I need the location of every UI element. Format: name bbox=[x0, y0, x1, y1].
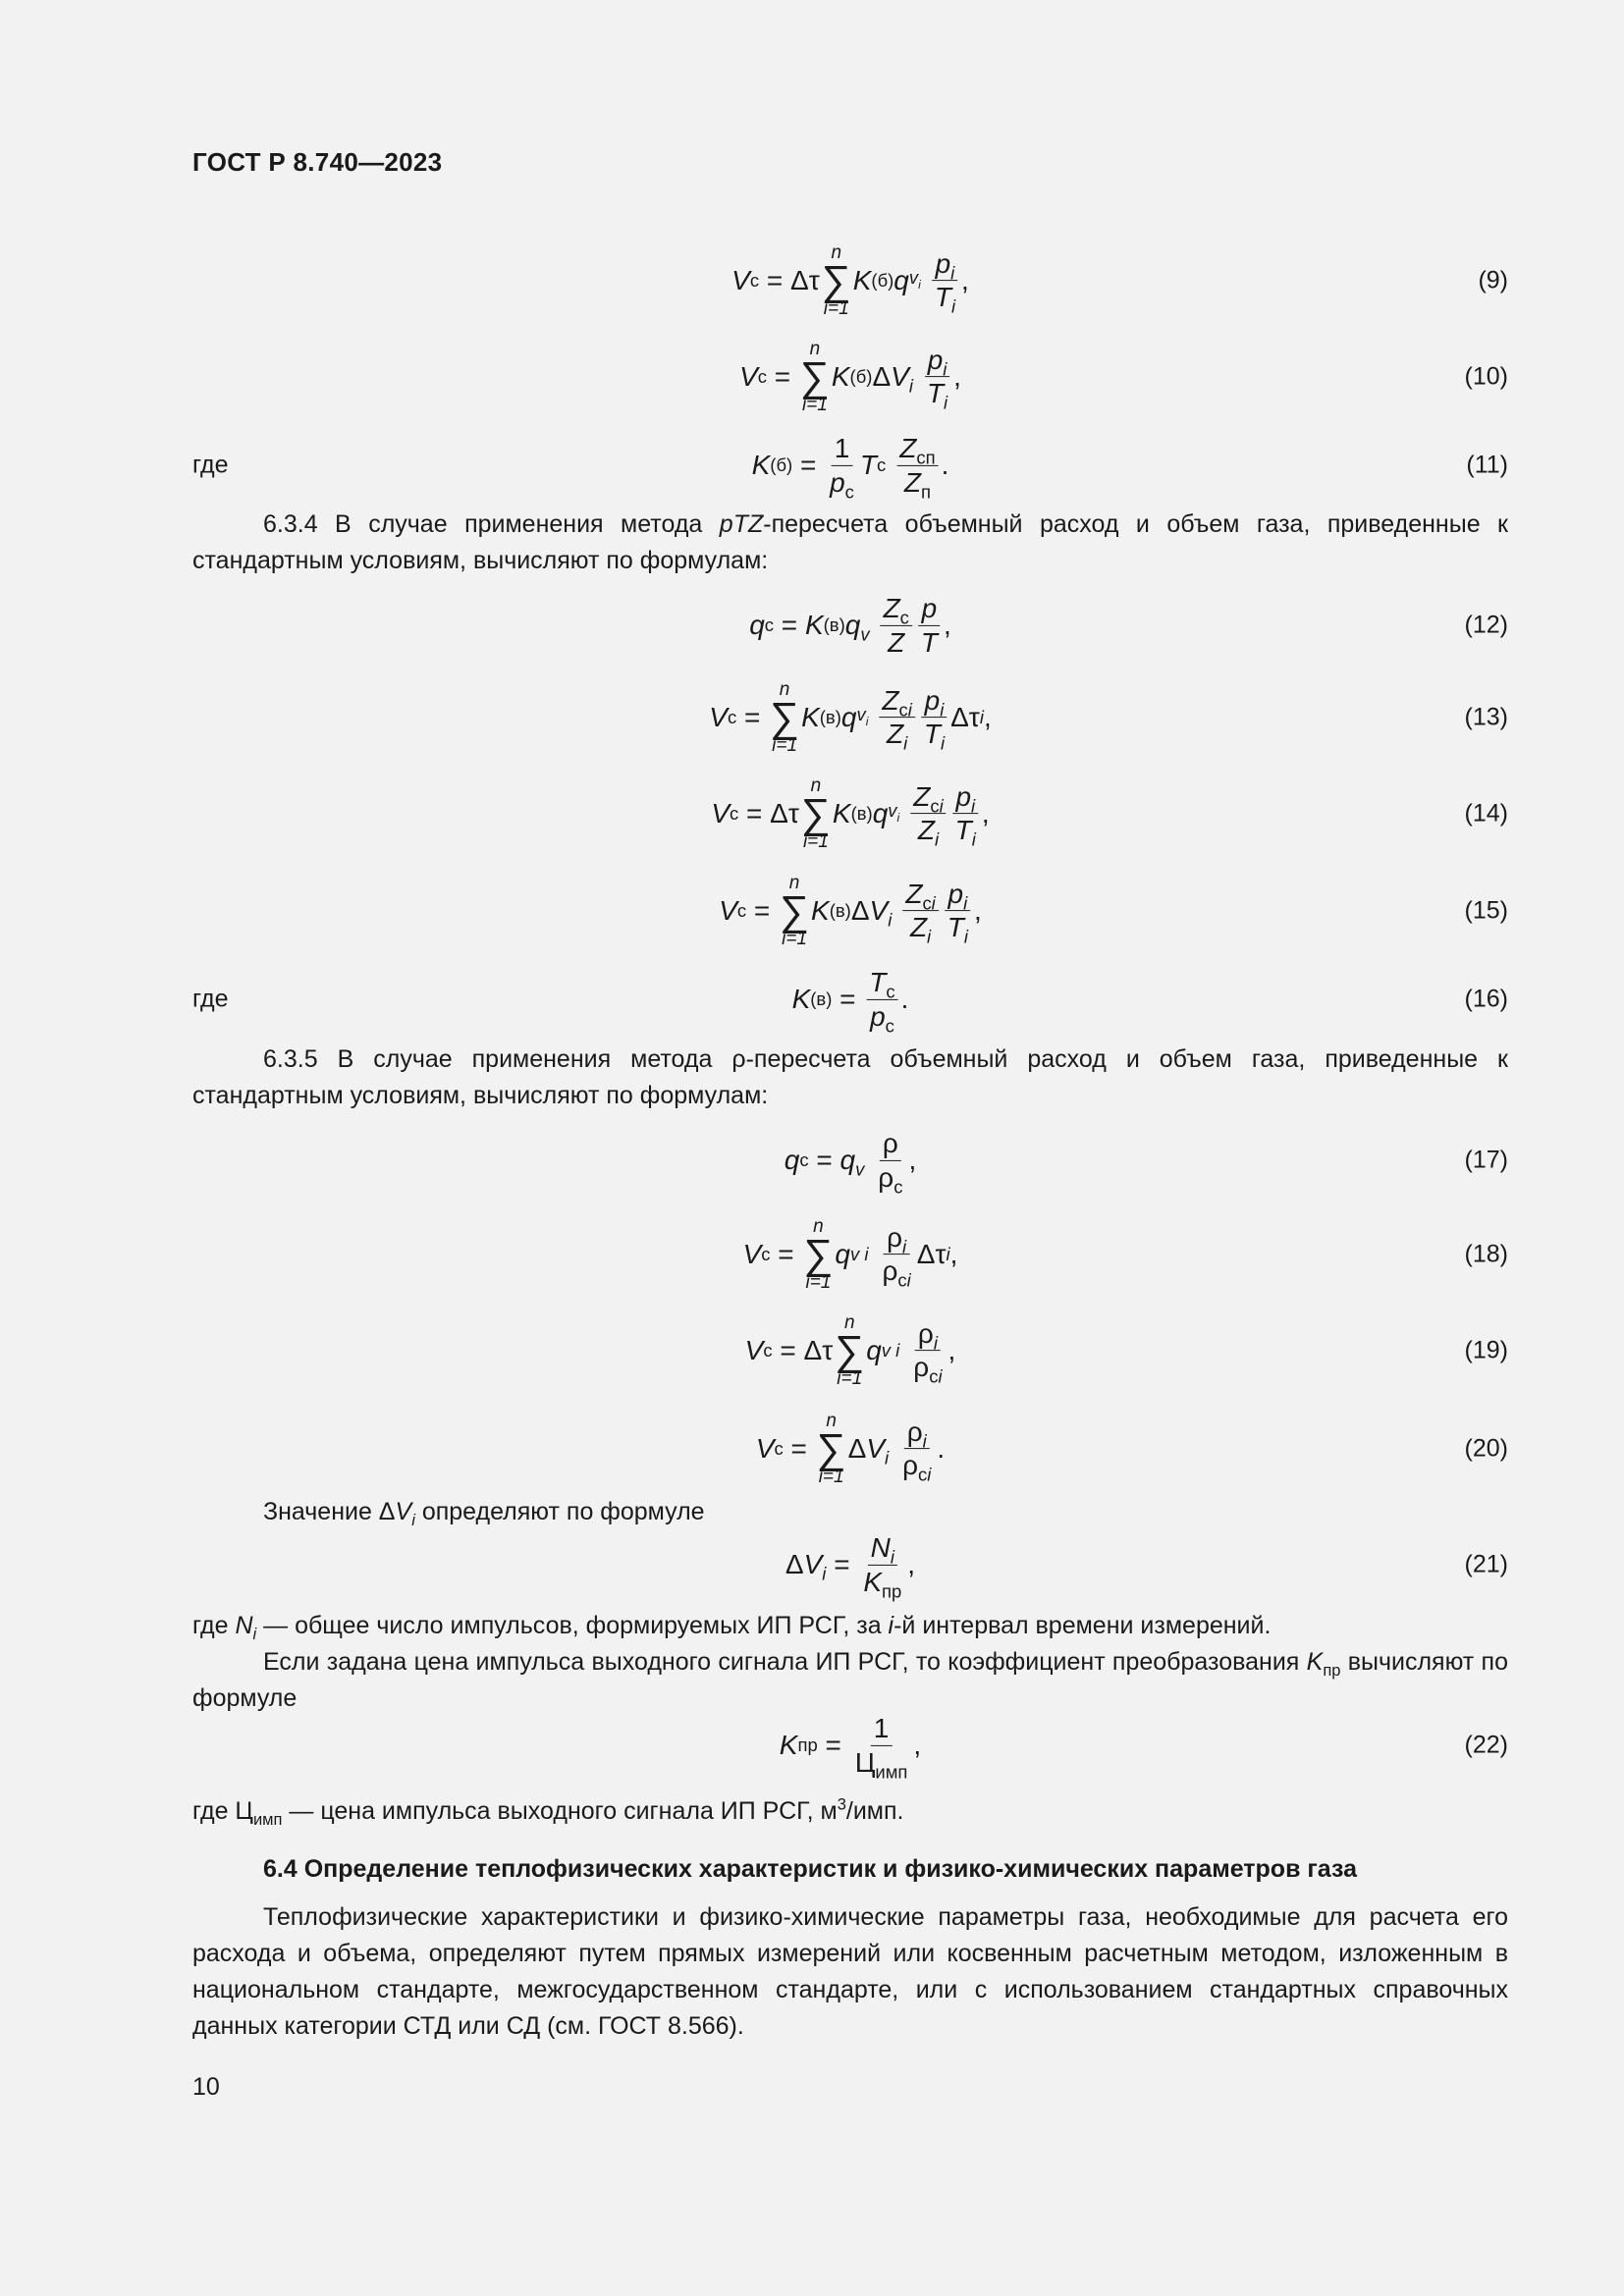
equation-11 bbox=[192, 426, 1508, 505]
sum-sign: n ∑ i=1 bbox=[835, 1312, 865, 1389]
sum-sign: n ∑ i=1 bbox=[799, 339, 830, 415]
equation-number: (18) bbox=[1464, 1240, 1508, 1268]
formula: V с = n ∑ i=1 K (в) Δ $V_i$ $\frac{Z_{сi}}{Z_i}$ $\frac{p_i}{T_i}$ , bbox=[719, 873, 982, 949]
equation-17 bbox=[192, 1121, 1508, 1200]
paragraph-kpr: Если задана цена импульса выходного сигнала ИП РСГ, то коэффициент преобразования $K_{пр}$ вычисляют по формуле bbox=[192, 1648, 1508, 1712]
equation-number: (10) bbox=[1464, 362, 1508, 391]
document-header: ГОСТ Р 8.740—2023 bbox=[192, 147, 443, 177]
formula: K пр = $\frac{1}{Ц_{имп}}$ , bbox=[779, 1712, 922, 1783]
equation-number: (16) bbox=[1464, 985, 1508, 1013]
sum-sign: n ∑ i=1 bbox=[821, 242, 851, 319]
sum-sign: n ∑ i=1 bbox=[816, 1411, 846, 1487]
paragraph-6-3-4: 6.3.4 В случае применения метода pTZ-пересчета объемный расход и объем газа, приведенные к стандартным условиям, вычисляют по формулам: bbox=[192, 510, 1508, 574]
sum-sign: n ∑ i=1 bbox=[780, 873, 810, 949]
equation-19 bbox=[192, 1311, 1508, 1390]
equation-number: (14) bbox=[1464, 799, 1508, 828]
equation-number: (11) bbox=[1466, 451, 1508, 479]
sum-sign: n ∑ i=1 bbox=[770, 679, 800, 756]
formula: V с = Δτ n ∑ i=1 q v i $\frac{\rho_i}{\rho_{сi}}$ , bbox=[744, 1312, 956, 1389]
sum-sign: n ∑ i=1 bbox=[803, 1216, 834, 1293]
formula: V с = n ∑ i=1 q v i $\frac{\rho_i}{\rho_{сi}}$ Δτ i , bbox=[742, 1216, 958, 1293]
paragraph-cimp: где $Ц_{имп}$ — цена импульса выходного сигнала ИП РСГ, $м^3$/имп. bbox=[192, 1795, 904, 1829]
equation-16 bbox=[192, 960, 1508, 1039]
equation-21 bbox=[192, 1525, 1508, 1604]
section-6-4-body: Теплофизические характеристики и физико-химические параметры газа, необходимые для расчета его расхода и объема, определяют путем прямых измерений или косвенным расчетным методом, изложенным в национальном стандарте, межгосударственном стандарте, или с использованием стандартных справочных данных категории СТД или СД (см. ГОСТ 8.566). bbox=[192, 1903, 1508, 2040]
formula: V с = n ∑ i=1 K (в) q $v_i$ $\frac{Z_{сi}}{Z_i}$ $\frac{p_i}{T_i}$ Δτ i , bbox=[709, 679, 992, 756]
page-number: 10 bbox=[192, 2073, 220, 2101]
formula: V с = Δτ n ∑ i=1 K (в) q $v_i$ $\frac{Z_{сi}}{Z_i}$ $\frac{p_i}{T_i}$ , bbox=[711, 775, 990, 852]
equation-20 bbox=[192, 1410, 1508, 1488]
equation-12 bbox=[192, 586, 1508, 665]
paragraph-delta-v: Значение $\Delta V_i$ определяют по формуле bbox=[263, 1498, 705, 1529]
formula: V с = n ∑ i=1 Δ $V_i$ $\frac{\rho_i}{\rho_{сi}}$ . bbox=[755, 1411, 946, 1487]
formula: V с = n ∑ i=1 K (б) Δ $V_i$ $\frac{p_i}{T_i}$ , bbox=[739, 339, 961, 415]
equation-22 bbox=[192, 1706, 1508, 1785]
equation-number: (22) bbox=[1464, 1731, 1508, 1759]
equation-14 bbox=[192, 774, 1508, 853]
formula: Δ $V_i$ = $\frac{N_i}{K_{пр}}$ , bbox=[785, 1531, 916, 1602]
formula: q с = K (в) $q_v$ $\frac{Z_с}{Z}$ $\frac{p}{T}$ , bbox=[749, 592, 951, 658]
equation-number: (17) bbox=[1464, 1146, 1508, 1174]
equation-15 bbox=[192, 872, 1508, 950]
equation-number: (19) bbox=[1464, 1336, 1508, 1364]
equation-number: (20) bbox=[1464, 1434, 1508, 1463]
formula: q с = $q_v$ $\frac{\rho}{\rho_с}$ , bbox=[784, 1127, 917, 1198]
equation-number: (12) bbox=[1464, 611, 1508, 639]
paragraph-6-3-5: 6.3.5 В случае применения метода ρ-пересчета объемный расход и объем газа, приведенные к стандартным условиям, вычисляют по формулам: bbox=[192, 1045, 1508, 1109]
equation-18 bbox=[192, 1215, 1508, 1294]
formula: V с = Δτ n ∑ i=1 K (б) q $v_i$ $\frac{p_i}{T_i}$ , bbox=[731, 242, 969, 319]
equation-number: (21) bbox=[1464, 1550, 1508, 1578]
where-label: где bbox=[192, 985, 229, 1013]
formula: K (б) = $\frac{1}{p_с}$ T с $\frac{Z_{сп}}{Z_п}$ . bbox=[751, 432, 949, 503]
equation-13 bbox=[192, 678, 1508, 757]
sum-sign: n ∑ i=1 bbox=[800, 775, 831, 852]
equation-number: (13) bbox=[1464, 703, 1508, 731]
paragraph-ni: где $N_i$ — общее число импульсов, формируемых ИП РСГ, за i-й интервал времени измерений. bbox=[192, 1612, 1272, 1643]
equation-9 bbox=[192, 241, 1508, 320]
where-label: где bbox=[192, 451, 229, 479]
equation-number: (15) bbox=[1464, 896, 1508, 925]
formula: K (в) = $\frac{T_с}{p_с}$ . bbox=[791, 966, 909, 1037]
equation-number: (9) bbox=[1478, 266, 1508, 294]
section-6-4-title: 6.4 Определение теплофизических характеристик и физико-химических параметров газа bbox=[263, 1855, 1358, 1883]
equation-10 bbox=[192, 338, 1508, 416]
